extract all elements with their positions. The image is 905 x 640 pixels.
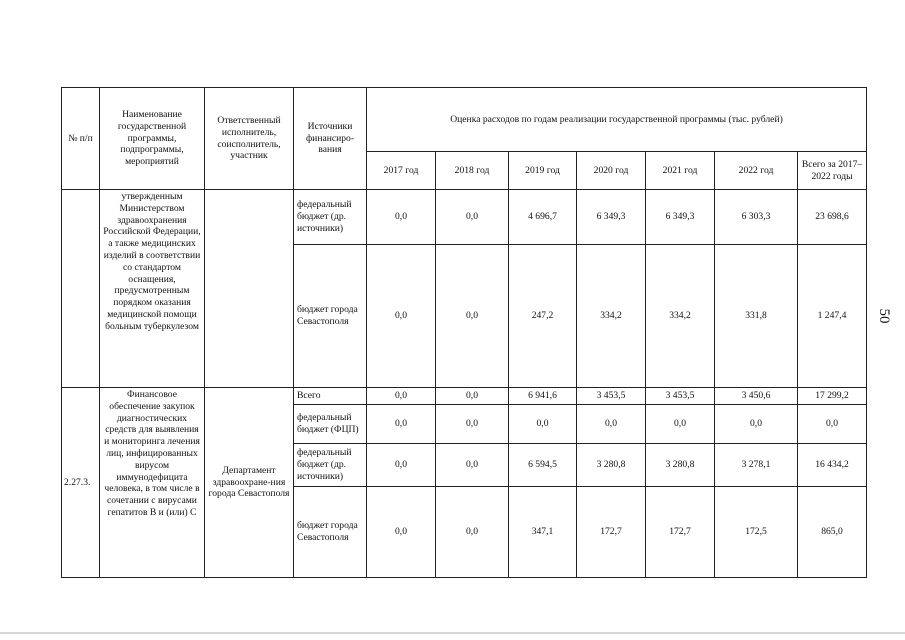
value-cell: 6 594,5 <box>509 444 577 487</box>
value-cell: 0,0 <box>367 388 436 405</box>
value-cell: 0,0 <box>367 190 436 245</box>
value-cell: 3 450,6 <box>715 388 798 405</box>
value-cell: 3 280,8 <box>646 444 715 487</box>
value-cell: 0,0 <box>577 405 646 444</box>
year-header: 2018 год <box>436 152 509 190</box>
total-cell: 1 247,4 <box>798 245 867 388</box>
value-cell: 331,8 <box>715 245 798 388</box>
page-number: 50 <box>876 308 892 324</box>
value-cell: 6 941,6 <box>509 388 577 405</box>
value-cell: 0,0 <box>646 405 715 444</box>
value-cell: 0,0 <box>436 487 509 578</box>
value-cell: 172,5 <box>715 487 798 578</box>
total-header: Всего за 2017–2022 годы <box>798 152 867 190</box>
funding-source: федеральный бюджет (ФЦП) <box>294 405 367 444</box>
value-cell: 0,0 <box>715 405 798 444</box>
value-cell: 334,2 <box>646 245 715 388</box>
funding-source: Всего <box>294 388 367 405</box>
value-cell: 0,0 <box>367 487 436 578</box>
value-cell: 172,7 <box>577 487 646 578</box>
value-cell: 4 696,7 <box>509 190 577 245</box>
value-cell: 0,0 <box>436 444 509 487</box>
header-sources: Источники финансиро-вания <box>294 88 367 190</box>
year-header: 2017 год <box>367 152 436 190</box>
header-estimate: Оценка расходов по годам реализации государственной программы (тыс. рублей) <box>367 88 867 152</box>
total-cell: 23 698,6 <box>798 190 867 245</box>
value-cell: 0,0 <box>436 190 509 245</box>
year-header: 2019 год <box>509 152 577 190</box>
total-cell: 16 434,2 <box>798 444 867 487</box>
page-edge <box>0 632 905 634</box>
value-cell: 0,0 <box>436 245 509 388</box>
value-cell: 172,7 <box>646 487 715 578</box>
header-name: Наименование государственной программы, подпрограммы, мероприятий <box>100 88 205 190</box>
value-cell: 0,0 <box>367 405 436 444</box>
responsible-executor: Департамент здравоохране-ния города Севастополя <box>205 388 294 578</box>
value-cell: 0,0 <box>436 388 509 405</box>
row-number <box>62 190 100 388</box>
header-responsible: Ответственный исполнитель, соисполнитель, участник <box>205 88 294 190</box>
year-header: 2021 год <box>646 152 715 190</box>
row-number: 2.27.3. <box>62 388 100 578</box>
funding-source: федеральный бюджет (др. источники) <box>294 444 367 487</box>
value-cell: 334,2 <box>577 245 646 388</box>
budget-table <box>61 87 867 578</box>
value-cell: 3 453,5 <box>646 388 715 405</box>
value-cell: 3 280,8 <box>577 444 646 487</box>
activity-name: утвержденным Министерством здравоохранения Российской Федерации, а также медицинских изделий в соответствии со стандартом оснащения, предусмотренным порядком оказания медицинской помощи больным туберкулезом <box>100 190 205 388</box>
funding-source: бюджет города Севастополя <box>294 487 367 578</box>
responsible-executor <box>205 190 294 388</box>
table-row <box>62 388 867 405</box>
value-cell: 247,2 <box>509 245 577 388</box>
value-cell: 3 278,1 <box>715 444 798 487</box>
value-cell: 6 349,3 <box>646 190 715 245</box>
header-num: № п/п <box>62 88 100 190</box>
value-cell: 0,0 <box>509 405 577 444</box>
value-cell: 347,1 <box>509 487 577 578</box>
year-header: 2022 год <box>715 152 798 190</box>
funding-source: бюджет города Севастополя <box>294 245 367 388</box>
value-cell: 0,0 <box>367 245 436 388</box>
value-cell: 3 453,5 <box>577 388 646 405</box>
value-cell: 0,0 <box>367 444 436 487</box>
value-cell: 6 349,3 <box>577 190 646 245</box>
total-cell: 865,0 <box>798 487 867 578</box>
value-cell: 0,0 <box>436 405 509 444</box>
value-cell: 6 303,3 <box>715 190 798 245</box>
activity-name: Финансовое обеспечение закупок диагностических средств для выявления и мониторинга лечения лиц, инфицированных вирусом иммунодефицита человека, в том числе в сочетании с вирусами гепатитов В и (или) С <box>100 388 205 578</box>
total-cell: 0,0 <box>798 405 867 444</box>
table-row <box>62 190 867 245</box>
funding-source: федеральный бюджет (др. источники) <box>294 190 367 245</box>
year-header: 2020 год <box>577 152 646 190</box>
total-cell: 17 299,2 <box>798 388 867 405</box>
